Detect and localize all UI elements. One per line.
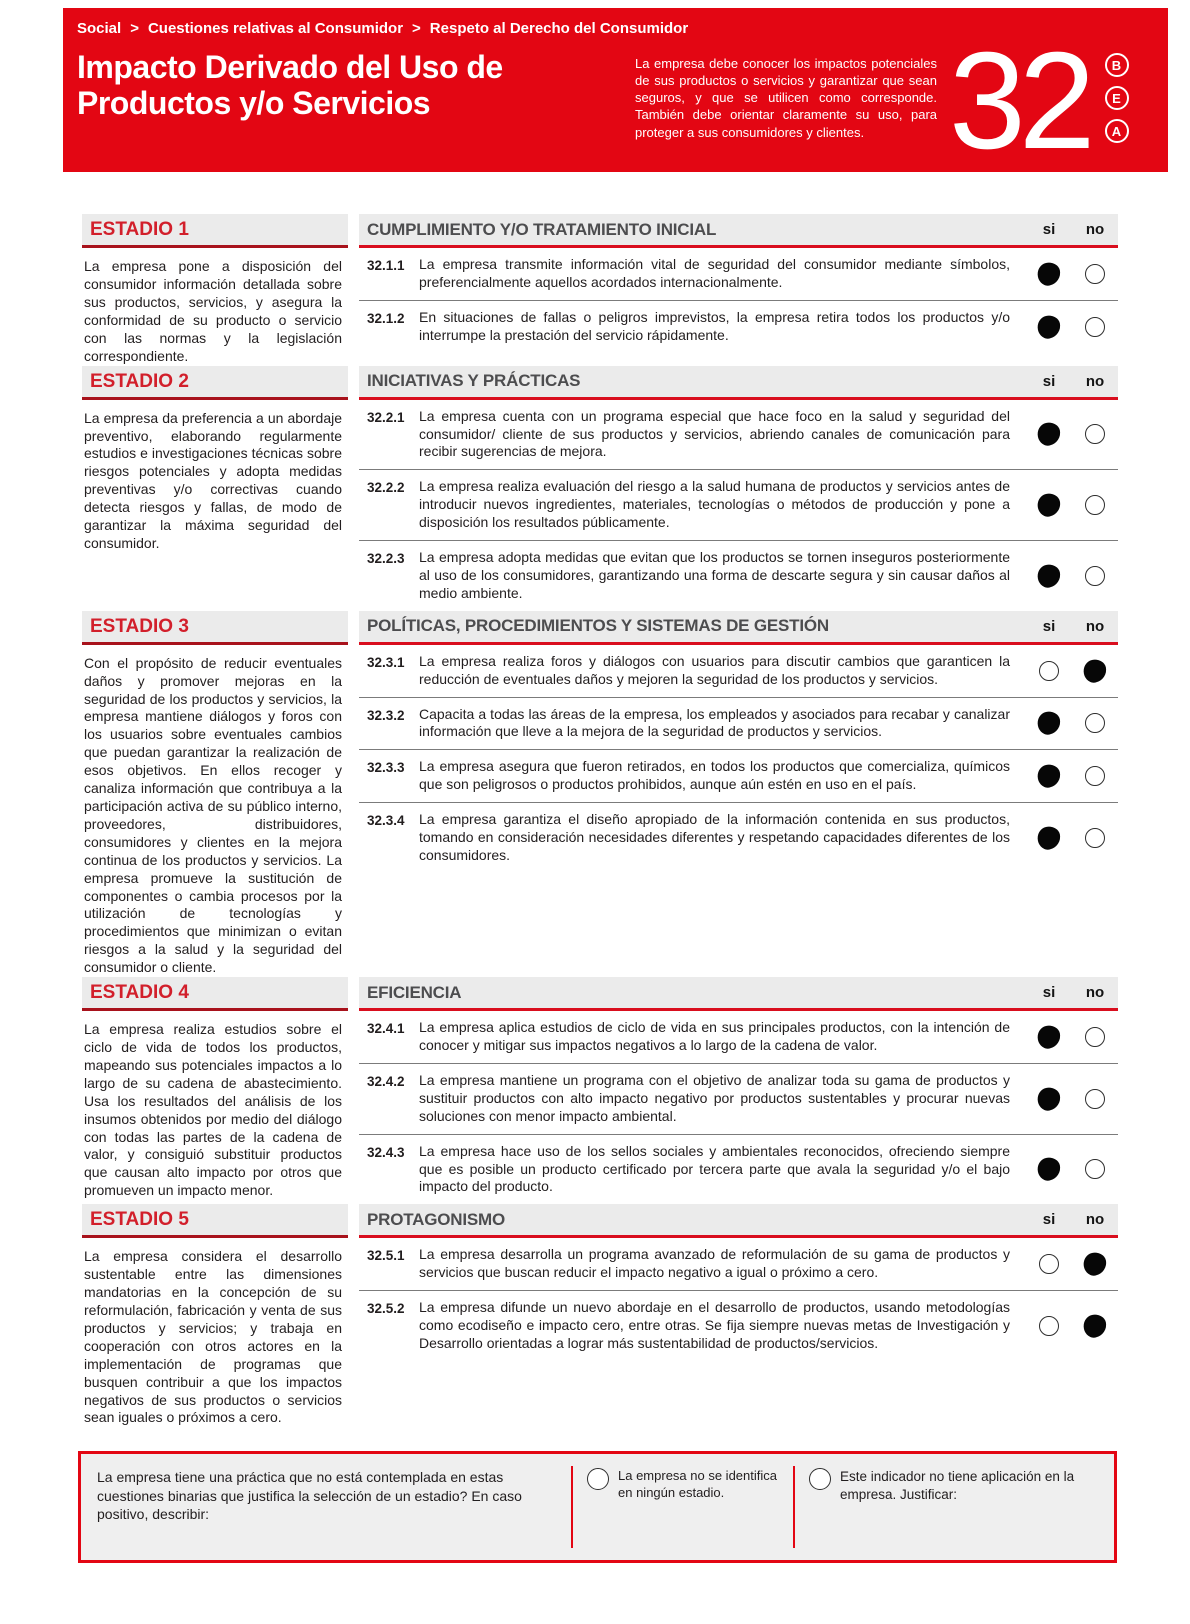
no-radio[interactable] (1085, 1089, 1105, 1109)
question-text: La empresa desarrolla un programa avanzado de reformulación de su gama de productos y servicios que buscan reducir el impacto negativo a igual o próximo a cero. (419, 1246, 1010, 1281)
breadcrumb-separator-icon: > (130, 20, 139, 37)
stage-section-2 (82, 366, 1118, 611)
si-radio[interactable] (1035, 261, 1062, 288)
category-heading: CUMPLIMIENTO Y/O TRATAMIENTO INICIAL (367, 219, 717, 239)
question-row (359, 1134, 1118, 1205)
stage-heading: ESTADIO 4 (82, 977, 348, 1011)
question-row (359, 645, 1118, 697)
no-radio[interactable] (1085, 828, 1105, 848)
category-heading: PROTAGONISMO (367, 1209, 506, 1229)
question-number: 32.1.2 (367, 310, 405, 326)
no-radio[interactable] (1081, 1251, 1108, 1278)
breadcrumb-item: Respeto al Derecho del Consumidor (429, 20, 689, 37)
category-band (359, 977, 1118, 1011)
no-radio[interactable] (1081, 1312, 1108, 1339)
no-column-label: no (1085, 617, 1105, 635)
page-title-line: Impacto Derivado del Uso de (77, 49, 503, 85)
stage-section-3 (82, 611, 1118, 977)
question-number: 32.4.1 (367, 1021, 405, 1037)
si-radio[interactable] (1035, 763, 1062, 790)
indicator-letter-badge: A (1105, 119, 1129, 143)
si-column-label: si (1042, 617, 1056, 635)
no-column-label: no (1085, 372, 1105, 390)
question-row (359, 802, 1118, 873)
stage-heading: ESTADIO 5 (82, 1204, 348, 1238)
question-list (359, 1011, 1118, 1204)
category-heading: INICIATIVAS Y PRÁCTICAS (367, 371, 581, 391)
breadcrumb-item: Social (77, 20, 122, 37)
si-column-label: si (1042, 372, 1056, 390)
no-radio[interactable] (1085, 1159, 1105, 1179)
question-row (359, 248, 1118, 300)
stage-heading: ESTADIO 2 (82, 366, 348, 400)
question-row (359, 469, 1118, 540)
page-header (63, 8, 1168, 178)
footer-option-label: Este indicador no tiene aplicación en la empresa. Justificar: (840, 1469, 1075, 1502)
stage-heading: ESTADIO 1 (82, 214, 348, 248)
question-number: 32.1.1 (367, 258, 405, 274)
question-text: La empresa adopta medidas que evitan que los productos se tornen inseguros posteriormente al uso de los consumidores, garantizando una forma de descarte segura y sin causar daños al medio ambiente. (419, 549, 1010, 601)
question-number: 32.5.2 (367, 1301, 405, 1317)
question-text: La empresa realiza foros y diálogos con usuarios para discutir cambios que garanticen la reducción de eventuales daños y mejoren la seguridad de los productos y servicios. (419, 652, 1010, 687)
band-divider (348, 611, 359, 645)
stage-section-4 (82, 977, 1118, 1204)
footer-option-not-applicable (795, 1466, 1114, 1548)
band-divider (348, 977, 359, 1011)
question-text: La empresa asegura que fueron retirados, en todos los productos que comercializa, químicos que son peligrosos o productos prohibidos, aunque aún estén en uso en el país. (419, 758, 1010, 793)
question-row (359, 749, 1118, 802)
stage-band (82, 611, 1118, 645)
stage-description: La empresa realiza estudios sobre el ciclo de vida de todos los productos, mapeando sus potenciales impactos a lo largo de su cadena de abastecimiento. Usa los resultados del análisis de los insumos obtenidos por medio del diálogo con todas las partes de la cadena de valor, y consiguió substituir productos que causan alto impacto por otros que promueven un impacto menor. (84, 1021, 342, 1199)
question-number: 32.3.1 (367, 654, 405, 670)
page-title (77, 49, 577, 121)
question-row (359, 540, 1118, 611)
si-radio[interactable] (1035, 1085, 1062, 1112)
no-radio[interactable] (1085, 424, 1105, 444)
question-row (359, 300, 1118, 353)
footer-option-label: La empresa no se identifica en ningún estadio. (618, 1468, 777, 1501)
si-radio[interactable] (1035, 562, 1062, 589)
page-title-line: Productos y/o Servicios (77, 85, 431, 122)
no-radio[interactable] (1085, 1027, 1105, 1047)
stage-section-5 (82, 1204, 1118, 1427)
category-band (359, 1204, 1118, 1238)
stage-description: La empresa considera el desarrollo sustentable entre las dimensiones mandatorias en la concepción de su reformulación, fabricación y venta de sus productos y servicios; y trabaja en cooperación con otros actores en la implementación de programas que busquen contribuir a que los impactos negativos de sus productos o servicios sean iguales o próximos a cero. (84, 1248, 342, 1426)
breadcrumb-separator-icon: > (412, 20, 421, 37)
open-question-text: La empresa tiene una práctica que no está contemplada en estas cuestiones binarias que justifica la selección de un estadio? En caso positivo, describir: (97, 1469, 522, 1523)
no-radio[interactable] (1085, 317, 1105, 337)
no-radio[interactable] (1085, 713, 1105, 733)
question-text: La empresa garantiza el diseño apropiado de la información contenida en sus productos, tomando en consideración necesidades diferentes y respetando capacidades diferentes de los consumidores. (419, 811, 1010, 863)
indicator-letter-badge: B (1105, 53, 1129, 77)
question-list (359, 645, 1118, 873)
stage-description: La empresa da preferencia a un abordaje preventivo, elaborando regularmente estudios e investigaciones técnicas sobre riesgos potenciales y adopta medidas preventivas y/o correctivas cuando detecta riesgos y fallas, de modo de garantizar la máxima seguridad del consumidor. (84, 409, 342, 551)
stage-description: Con el propósito de reducir eventuales daños y promover mejoras en la seguridad de los productos y servicios, la empresa mantiene diálogos y foros con los usuarios sobre eventuales cambios que puedan garantizar la realización de esos objetivos. En ellos recoger y canaliza información que contribuya a la participación activa de su público interno, proveedores, distribuidores, consumidores y clientes en la mejora continua de los productos y servicios. La empresa promueve la sustitución de componentes o cambia procesos por la utilización de tecnologías y procedimientos que minimizan o evitan riesgos a la salud y la seguridad del consumidor o cliente. (84, 654, 342, 976)
stage-section-1 (82, 214, 1118, 365)
question-list (359, 1238, 1118, 1361)
si-radio[interactable] (1039, 661, 1059, 681)
si-radio[interactable] (1035, 492, 1062, 519)
stage-band (82, 214, 1118, 248)
indicator-letter-badge: E (1105, 86, 1129, 110)
indicator-badges (1105, 53, 1129, 143)
stage-description: La empresa pone a disposición del consumidor información detallada sobre sus productos, servicios, y asegura la conformidad de su producto o servicio con las normas y la legislación correspondiente. (84, 258, 342, 364)
question-list (359, 400, 1118, 611)
question-text: En situaciones de fallas o peligros imprevistos, la empresa retira todos los productos y/o interrumpe la prestación del servicio rápidamente. (419, 308, 1010, 343)
question-number: 32.2.2 (367, 480, 405, 496)
question-row (359, 400, 1118, 470)
no-stage-radio[interactable] (587, 1468, 609, 1490)
si-radio[interactable] (1035, 1156, 1062, 1183)
band-divider (348, 366, 359, 400)
footer-justification-box (78, 1451, 1117, 1563)
no-column-label: no (1085, 984, 1105, 1002)
no-radio[interactable] (1085, 495, 1105, 515)
question-text: La empresa mantiene un programa con el objetivo de analizar toda su gama de productos y sustituir productos con alto impacto negativo por productos sustentables y procurar nuevas soluciones con menor impacto ambiental. (419, 1071, 1010, 1124)
band-divider (348, 1204, 359, 1238)
indicator-summary: La empresa debe conocer los impactos potenciales de sus productos o servicios y garantizar que sean seguros, y que se utilicen como corresponde. También debe orientar claramente su uso, para proteger a sus consumidores y clientes. (635, 56, 937, 140)
band-divider (348, 214, 359, 248)
category-band (359, 366, 1118, 400)
si-radio[interactable] (1035, 421, 1062, 448)
si-radio[interactable] (1035, 1023, 1062, 1050)
no-column-label: no (1085, 221, 1105, 239)
no-radio[interactable] (1085, 766, 1105, 786)
question-number: 32.2.1 (367, 409, 405, 425)
si-column-label: si (1042, 221, 1056, 239)
question-text: La empresa aplica estudios de ciclo de vida en sus principales productos, con la intención de conocer y mitigar sus impactos negativos a lo largo de la cadena de valor. (419, 1019, 1010, 1053)
no-column-label: no (1085, 1211, 1105, 1229)
si-radio[interactable] (1039, 1316, 1059, 1336)
si-radio[interactable] (1035, 825, 1062, 852)
si-column-label: si (1042, 984, 1056, 1002)
question-list (359, 248, 1118, 353)
question-row (359, 697, 1118, 750)
si-radio[interactable] (1035, 313, 1062, 340)
si-radio[interactable] (1035, 710, 1062, 737)
not-applicable-radio[interactable] (809, 1468, 831, 1490)
category-heading: POLÍTICAS, PROCEDIMIENTOS Y SISTEMAS DE GESTIÓN (367, 616, 829, 636)
no-radio[interactable] (1085, 566, 1105, 586)
stage-band (82, 366, 1118, 400)
stage-band (82, 977, 1118, 1011)
page-bottom-margin (0, 1563, 1190, 1603)
question-text: La empresa transmite información vital de seguridad del consumidor mediante símbolos, preferencialmente aquellos acordados internacionalmente. (419, 256, 1010, 291)
category-band (359, 611, 1118, 645)
question-number: 32.3.4 (367, 813, 405, 829)
no-radio[interactable] (1085, 264, 1105, 284)
stages-table (82, 214, 1118, 1427)
question-number: 32.5.1 (367, 1248, 405, 1264)
category-heading: EFICIENCIA (367, 982, 462, 1002)
question-number: 32.4.3 (367, 1144, 405, 1160)
stage-heading: ESTADIO 3 (82, 611, 348, 645)
question-text: La empresa cuenta con un programa especial que hace foco en la salud y seguridad del consumidor/ cliente de sus productos y servicios, abriendo canales de comunicación para recibir sugerencias de mejora. (419, 407, 1010, 460)
question-text: La empresa difunde un nuevo abordaje en el desarrollo de productos, usando metodologías como ecodiseño e impacto cero, entre otras. Se fija siempre nuevas metas de Investigación y Desarrollo orientadas a lograr más sustentabilidad de productos/servicios. (419, 1299, 1010, 1351)
question-text: Capacita a todas las áreas de la empresa, los empleados y asociados para recabar y canalizar información que lleve a la mejora de la seguridad de productos y servicios. (419, 705, 1010, 740)
stage-band (82, 1204, 1118, 1238)
footer-option-no-stage (573, 1466, 793, 1548)
breadcrumb-item: Cuestiones relativas al Consumidor (147, 20, 404, 37)
indicator-number: 32 (949, 24, 1089, 178)
question-number: 32.2.3 (367, 551, 405, 567)
si-radio[interactable] (1039, 1254, 1059, 1274)
question-row (359, 1011, 1118, 1063)
category-band (359, 214, 1118, 248)
question-text: La empresa realiza evaluación del riesgo a la salud humana de productos y servicios antes de introducir nuevos ingredientes, materiales, tecnologías o métodos de producción y pone a disposición los resultados públicamente. (419, 478, 1010, 531)
question-row (359, 1063, 1118, 1134)
question-row (359, 1238, 1118, 1290)
no-radio[interactable] (1081, 657, 1108, 684)
question-row (359, 1290, 1118, 1361)
si-column-label: si (1042, 1211, 1056, 1229)
question-number: 32.4.2 (367, 1073, 405, 1089)
question-text: La empresa hace uso de los sellos sociales y ambientales reconocidos, ofreciendo siempre que es posible un producto certificado por tercera parte que avala la seguridad y/o el bajo impacto del producto. (419, 1142, 1010, 1195)
question-number: 32.3.3 (367, 760, 405, 776)
question-number: 32.3.2 (367, 707, 405, 723)
